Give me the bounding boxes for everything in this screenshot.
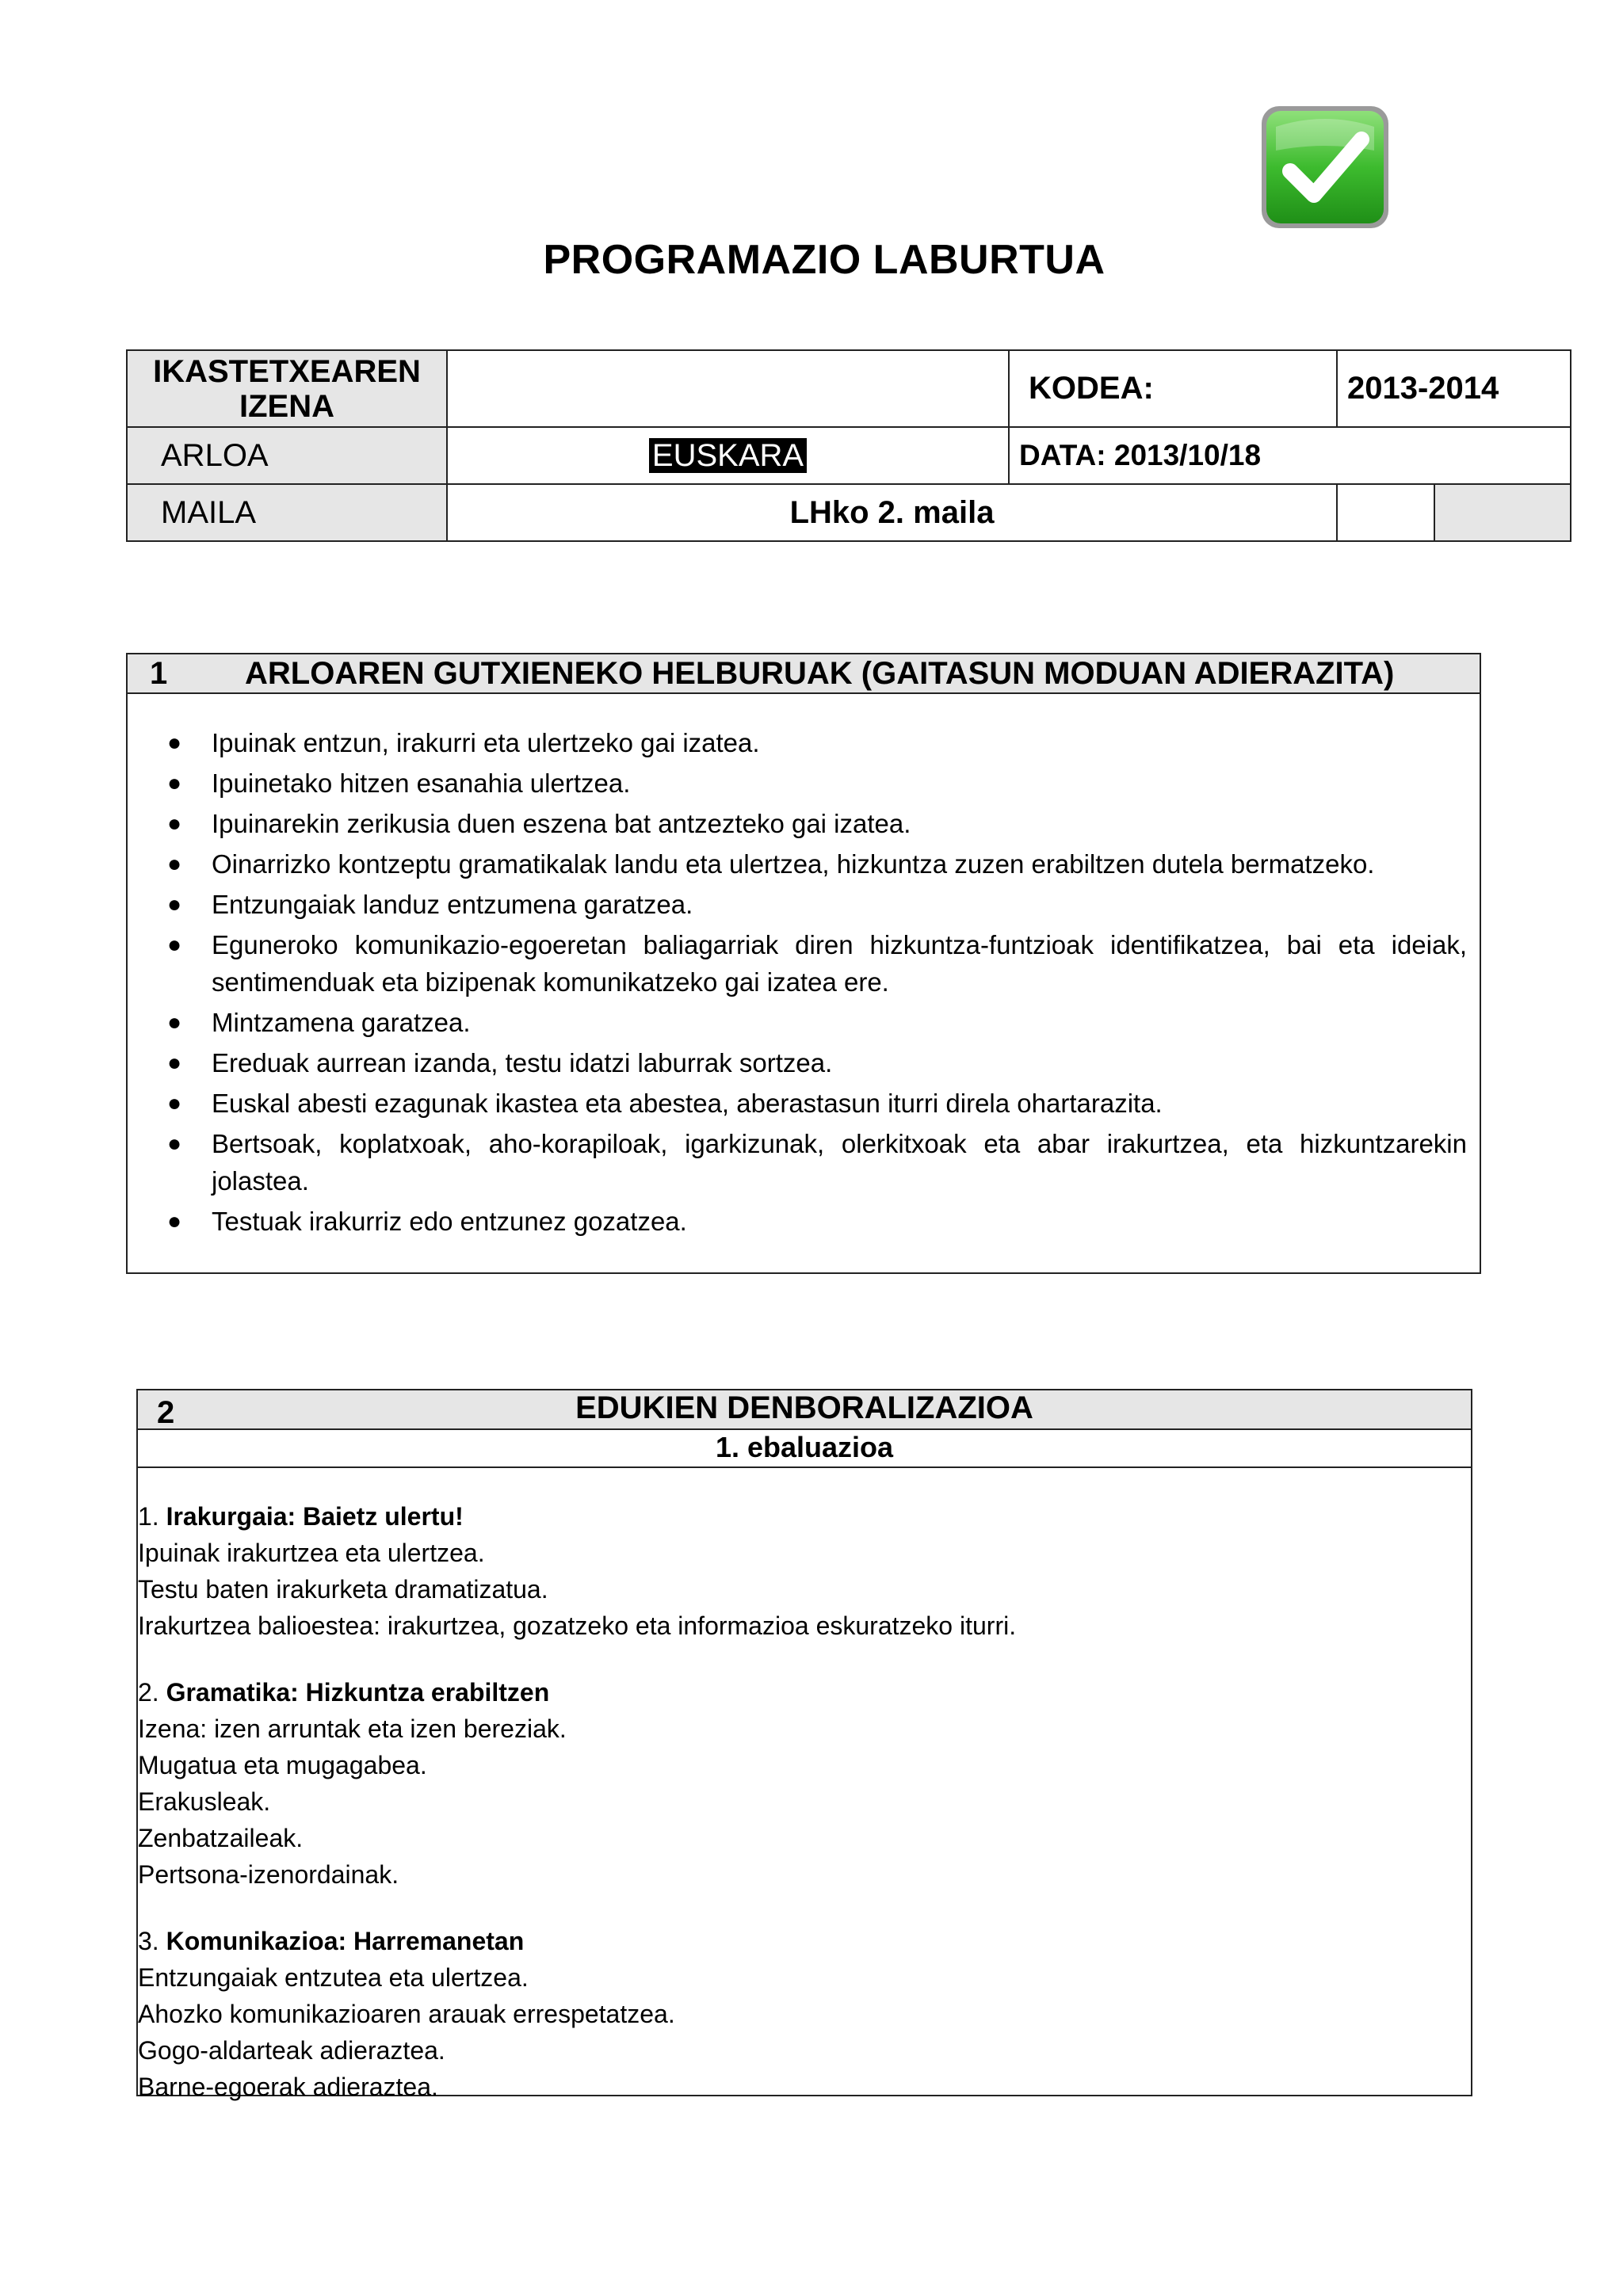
bullet-icon: ● [167,810,182,837]
block-line: Testu baten irakurketa dramatizatua. [138,1575,548,1604]
list-item: ● Ipuinetako hitzen esanahia ulertzea. [128,765,1480,802]
bullet-icon: ● [167,851,182,877]
list-item: ● Ipuinak entzun, irakurri eta ulertzeko gai izatea. [128,724,1480,761]
block-line: Erakusleak. [138,1787,271,1816]
list-item: ● Mintzamena garatzea. [128,1004,1480,1041]
school-name-value [447,350,1009,427]
list-item: ● Testuak irakurriz edo entzunez gozatzea. [128,1203,1480,1240]
bullet-icon: ● [167,1090,182,1116]
bullet-icon: ● [167,932,182,958]
block-line: Gogo-aldarteak adieraztea. [138,2036,445,2065]
school-name-label: IKASTETXEAREN IZENA [127,350,447,427]
bullet-icon: ● [167,1131,182,1157]
block-line: Izena: izen arruntak eta izen bereziak. [138,1714,567,1743]
block-number: 2. [138,1678,159,1707]
objectives-list [128,694,1480,1240]
list-item: ● Euskal abesti ezagunak ikastea eta abestea, aberastasun iturri direla ohartarazita. [128,1085,1480,1122]
empty-grey-cell [1434,484,1571,541]
area-label: ARLOA [127,427,447,484]
document-title: PROGRAMAZIO LABURTUA [543,237,1106,283]
area-value: EUSKARA [649,438,807,473]
list-item: ● Entzungaiak landuz entzumena garatzea. [128,886,1480,923]
content-block [138,1498,1471,1644]
list-item: ● Ereduak aurrean izanda, testu idatzi laburrak sortzea. [128,1044,1480,1081]
block-line: Ipuinak irakurtzea eta ulertzea. [138,1539,485,1567]
list-item: ● Oinarrizko kontzeptu gramatikalak landu eta ulertzea, hizkuntza zuzen erabiltzen dutela bermatzeko. [128,845,1480,883]
section-number: 2 [157,1395,175,1430]
list-item: ● Bertsoak, koplatxoak, aho-korapiloak, igarkizunak, olerkitxoak eta abar irakurtzea, eta hizkuntzarekin jolastea. [128,1125,1480,1199]
empty-cell [1337,484,1434,541]
checkmark-icon [1258,103,1393,233]
header-info-table [126,349,1571,542]
content-block [138,1674,1471,1893]
section-number: 1 [150,655,168,691]
content-schedule-title: EDUKIEN DENBORALIZAZIOA [575,1390,1033,1425]
block-heading: Gramatika: Hizkuntza erabiltzen [166,1678,550,1707]
content-schedule-header [138,1390,1471,1430]
bullet-icon: ● [167,891,182,917]
block-number: 1. [138,1502,159,1531]
block-line: Ahozko komunikazioaren arauak errespetatzea. [138,2000,675,2028]
school-year: 2013-2014 [1337,350,1571,427]
date-field: DATA: 2013/10/18 [1009,427,1571,484]
bullet-icon: ● [167,1009,182,1035]
block-number: 3. [138,1927,159,1955]
objectives-section [126,653,1481,1274]
objectives-title: ARLOAREN GUTXIENEKO HELBURUAK (GAITASUN MODUAN ADIERAZITA) [245,655,1395,691]
objectives-header [128,654,1480,694]
content-body [138,1468,1471,2105]
bullet-icon: ● [167,770,182,796]
block-line: Zenbatzaileak. [138,1824,304,1852]
code-label: KODEA: [1009,350,1337,427]
list-item: ● Eguneroko komunikazio-egoeretan baliagarriak diren hizkuntza-funtzioak identifikatzea, bai eta ideiak, sentimenduak eta bizipenak komunikatzeko gai izatea ere. [128,926,1480,1001]
level-value: LHko 2. maila [447,484,1337,541]
bullet-icon: ● [167,1050,182,1076]
bullet-icon: ● [167,730,182,756]
area-value-cell [447,427,1009,484]
block-line: Irakurtzea balioestea: irakurtzea, gozatzeko eta informazioa eskuratzeko iturri. [138,1611,1017,1640]
bullet-icon: ● [167,1208,182,1234]
block-line: Barne-egoerak adieraztea. [138,2073,438,2101]
block-line: Pertsona-izenordainak. [138,1860,399,1889]
block-heading: Komunikazioa: Harremanetan [166,1927,525,1955]
content-schedule-section [136,1389,1472,2101]
evaluation-subtitle: 1. ebaluazioa [138,1430,1471,1468]
block-line: Entzungaiak entzutea eta ulertzea. [138,1963,529,1992]
list-item: ● Ipuinarekin zerikusia duen eszena bat antzezteko gai izatea. [128,805,1480,842]
block-heading: Irakurgaia: Baietz ulertu! [166,1502,464,1531]
content-block [138,1923,1471,2105]
level-label: MAILA [127,484,447,541]
block-line: Mugatua eta mugagabea. [138,1751,427,1779]
